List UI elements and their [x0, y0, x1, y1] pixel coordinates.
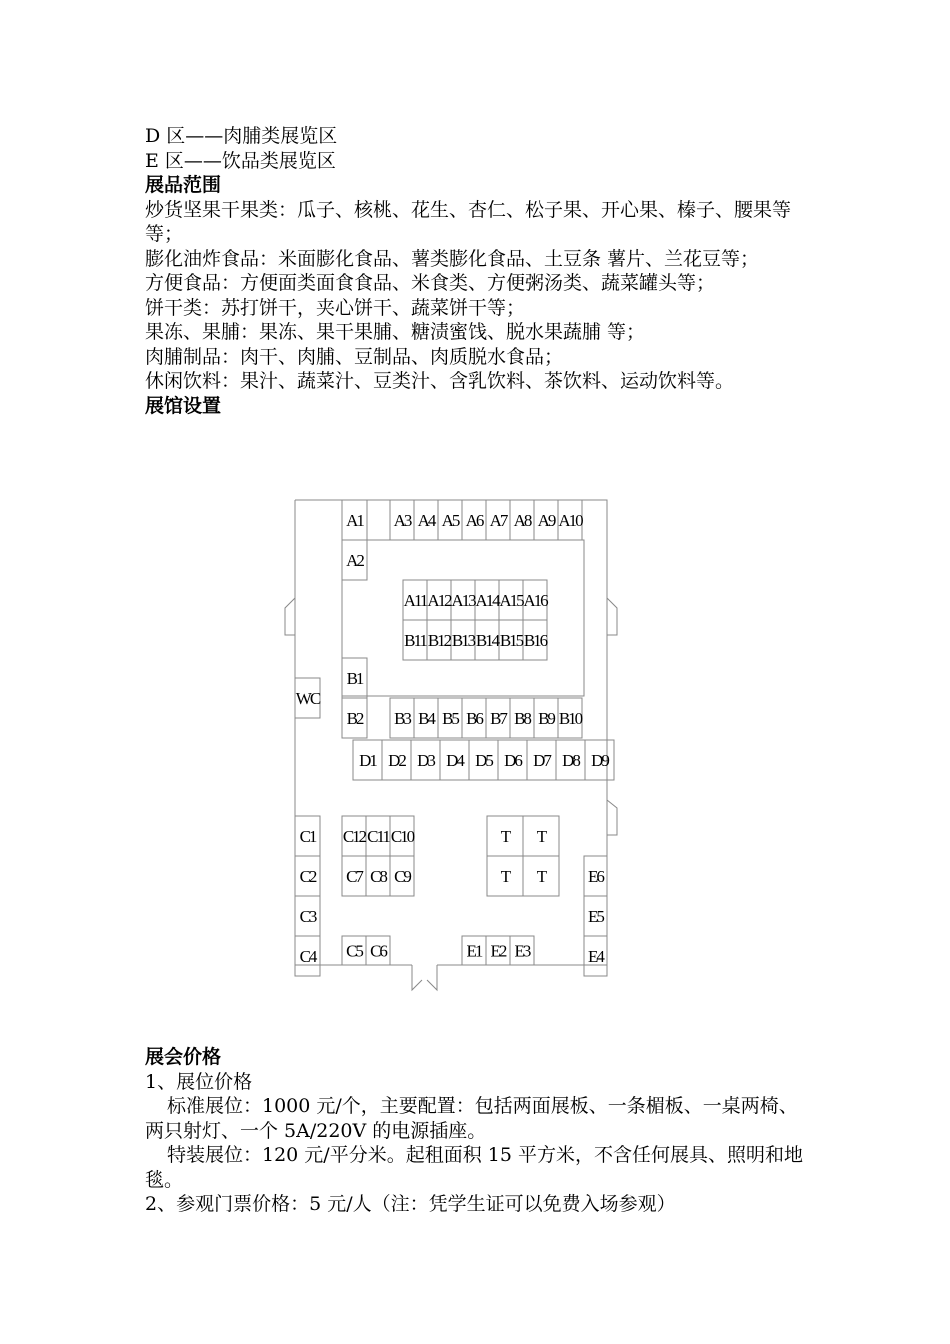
booth-label: B9: [538, 709, 554, 728]
scope-item: 膨化油炸食品：米面膨化食品、薯类膨化食品、土豆条 薯片、兰花豆等；: [145, 247, 760, 270]
standard-booth-price: 标准展位：1000 元/个，主要配置：包括两面展板、一条楣板、一桌两椅、两只射灯、一个 5A/220V 的电源插座。: [145, 1095, 798, 1142]
booth-label: A5: [441, 511, 459, 530]
hall-heading: 展馆设置: [145, 394, 222, 417]
booth-label: A1: [346, 511, 363, 530]
booth-label: E3: [514, 941, 530, 961]
zone-e-line: E 区——饮品类展览区: [145, 149, 336, 172]
booth-label: B7: [490, 709, 506, 728]
booth-label: B15: [499, 631, 523, 650]
booth-label: D8: [562, 751, 579, 770]
scope-item: 饼干类：苏打饼干，夹心饼干、蔬菜饼干等；: [145, 296, 526, 319]
booth-label: C7: [346, 867, 362, 886]
booth-label: B6: [466, 709, 482, 728]
booth-label: T: [536, 867, 546, 886]
booth-label: D6: [504, 751, 521, 770]
booth-label: C6: [370, 941, 386, 961]
booth-label: C10: [390, 827, 414, 846]
booth-label: B16: [523, 631, 547, 650]
booth-label: C8: [370, 867, 386, 886]
scope-item: 休闲饮料：果汁、蔬菜汁、豆类汁、含乳饮料、茶饮料、运动饮料等。: [145, 370, 735, 392]
booth-label: E1: [466, 941, 482, 961]
booth-label: C11: [367, 827, 389, 846]
booth-label: C3: [299, 907, 316, 926]
booth-label: A15: [499, 591, 523, 610]
ticket-price: 2、参观门票价格：5 元/人（注：凭学生证可以免费入场参观）: [145, 1193, 676, 1215]
booth-label: A4: [417, 511, 435, 530]
scope-item: 炒货坚果干果类：瓜子、核桃、花生、杏仁、松子果、开心果、榛子、腰果等等；: [145, 198, 792, 245]
booth-label: B11: [404, 631, 426, 650]
booth-label: D4: [446, 751, 463, 770]
scope-item: 肉脯制品：肉干、肉脯、豆制品、肉质脱水食品；: [145, 345, 564, 368]
booth-label: A14: [475, 591, 499, 610]
booth-label: C9: [394, 867, 410, 886]
booth-label: A8: [513, 511, 531, 530]
booth-label: T: [500, 827, 510, 846]
booth-label: A11: [403, 591, 427, 610]
booth-label: C12: [342, 827, 366, 846]
booth-label: A2: [346, 551, 363, 570]
booth-label: A12: [427, 591, 451, 610]
booth-label: E2: [490, 941, 506, 961]
booth-label: A7: [489, 511, 507, 530]
booth-label: A9: [537, 511, 555, 530]
booth-label: B4: [418, 709, 434, 728]
booth-label: E6: [588, 867, 603, 886]
booth-label: B14: [475, 631, 499, 650]
price-heading: 展会价格: [145, 1046, 222, 1068]
zone-d-line: D 区——肉脯类展览区: [145, 125, 338, 147]
booth-label: WC: [295, 689, 320, 708]
booth-label: D2: [388, 751, 405, 770]
booth-label: T: [500, 867, 510, 886]
special-booth-price: 特装展位：120 元/平分米。起租面积 15 平方米，不含任何展具、照明和地毯。: [145, 1144, 803, 1191]
booth-label: A13: [451, 591, 475, 610]
exhibition-hall-floor-plan: [282, 490, 627, 1000]
booth-label: C4: [299, 947, 316, 966]
upper-text-block: [145, 124, 810, 418]
scope-heading: 展品范围: [145, 174, 222, 196]
scope-item: 方便食品：方便面类面食食品、米食类、方便粥汤类、蔬菜罐头等；: [145, 272, 716, 294]
booth-label: C5: [346, 941, 362, 961]
booth-label: B13: [451, 631, 475, 650]
booth-label: D9: [591, 751, 608, 770]
booth-label: A6: [465, 511, 483, 530]
booth-label: D3: [417, 751, 434, 770]
scope-item: 果冻、果脯：果冻、果干果脯、糖渍蜜饯、脱水果蔬脯 等；: [145, 321, 646, 343]
booth-label: A10: [558, 511, 582, 530]
booth-label: A16: [523, 591, 547, 610]
booth-price-title: 1、展位价格: [145, 1070, 253, 1093]
booth-label: C1: [299, 827, 316, 846]
booth-label: C2: [299, 867, 316, 886]
booth-label: E4: [588, 947, 603, 966]
booth-label: B10: [558, 709, 582, 728]
booth-label: B1: [346, 669, 363, 688]
booth-label: B5: [442, 709, 458, 728]
booth-label: B8: [514, 709, 530, 728]
booth-label: B3: [394, 709, 410, 728]
booth-label: D7: [533, 751, 550, 770]
booth-label: D5: [475, 751, 492, 770]
booth-label: A3: [393, 511, 411, 530]
booth-label: E5: [588, 907, 603, 926]
price-text-block: [145, 1045, 810, 1217]
booth-label: B2: [346, 709, 363, 728]
booth-label: T: [536, 827, 546, 846]
booth-label: D1: [359, 751, 376, 770]
booth-label: B12: [427, 631, 451, 650]
